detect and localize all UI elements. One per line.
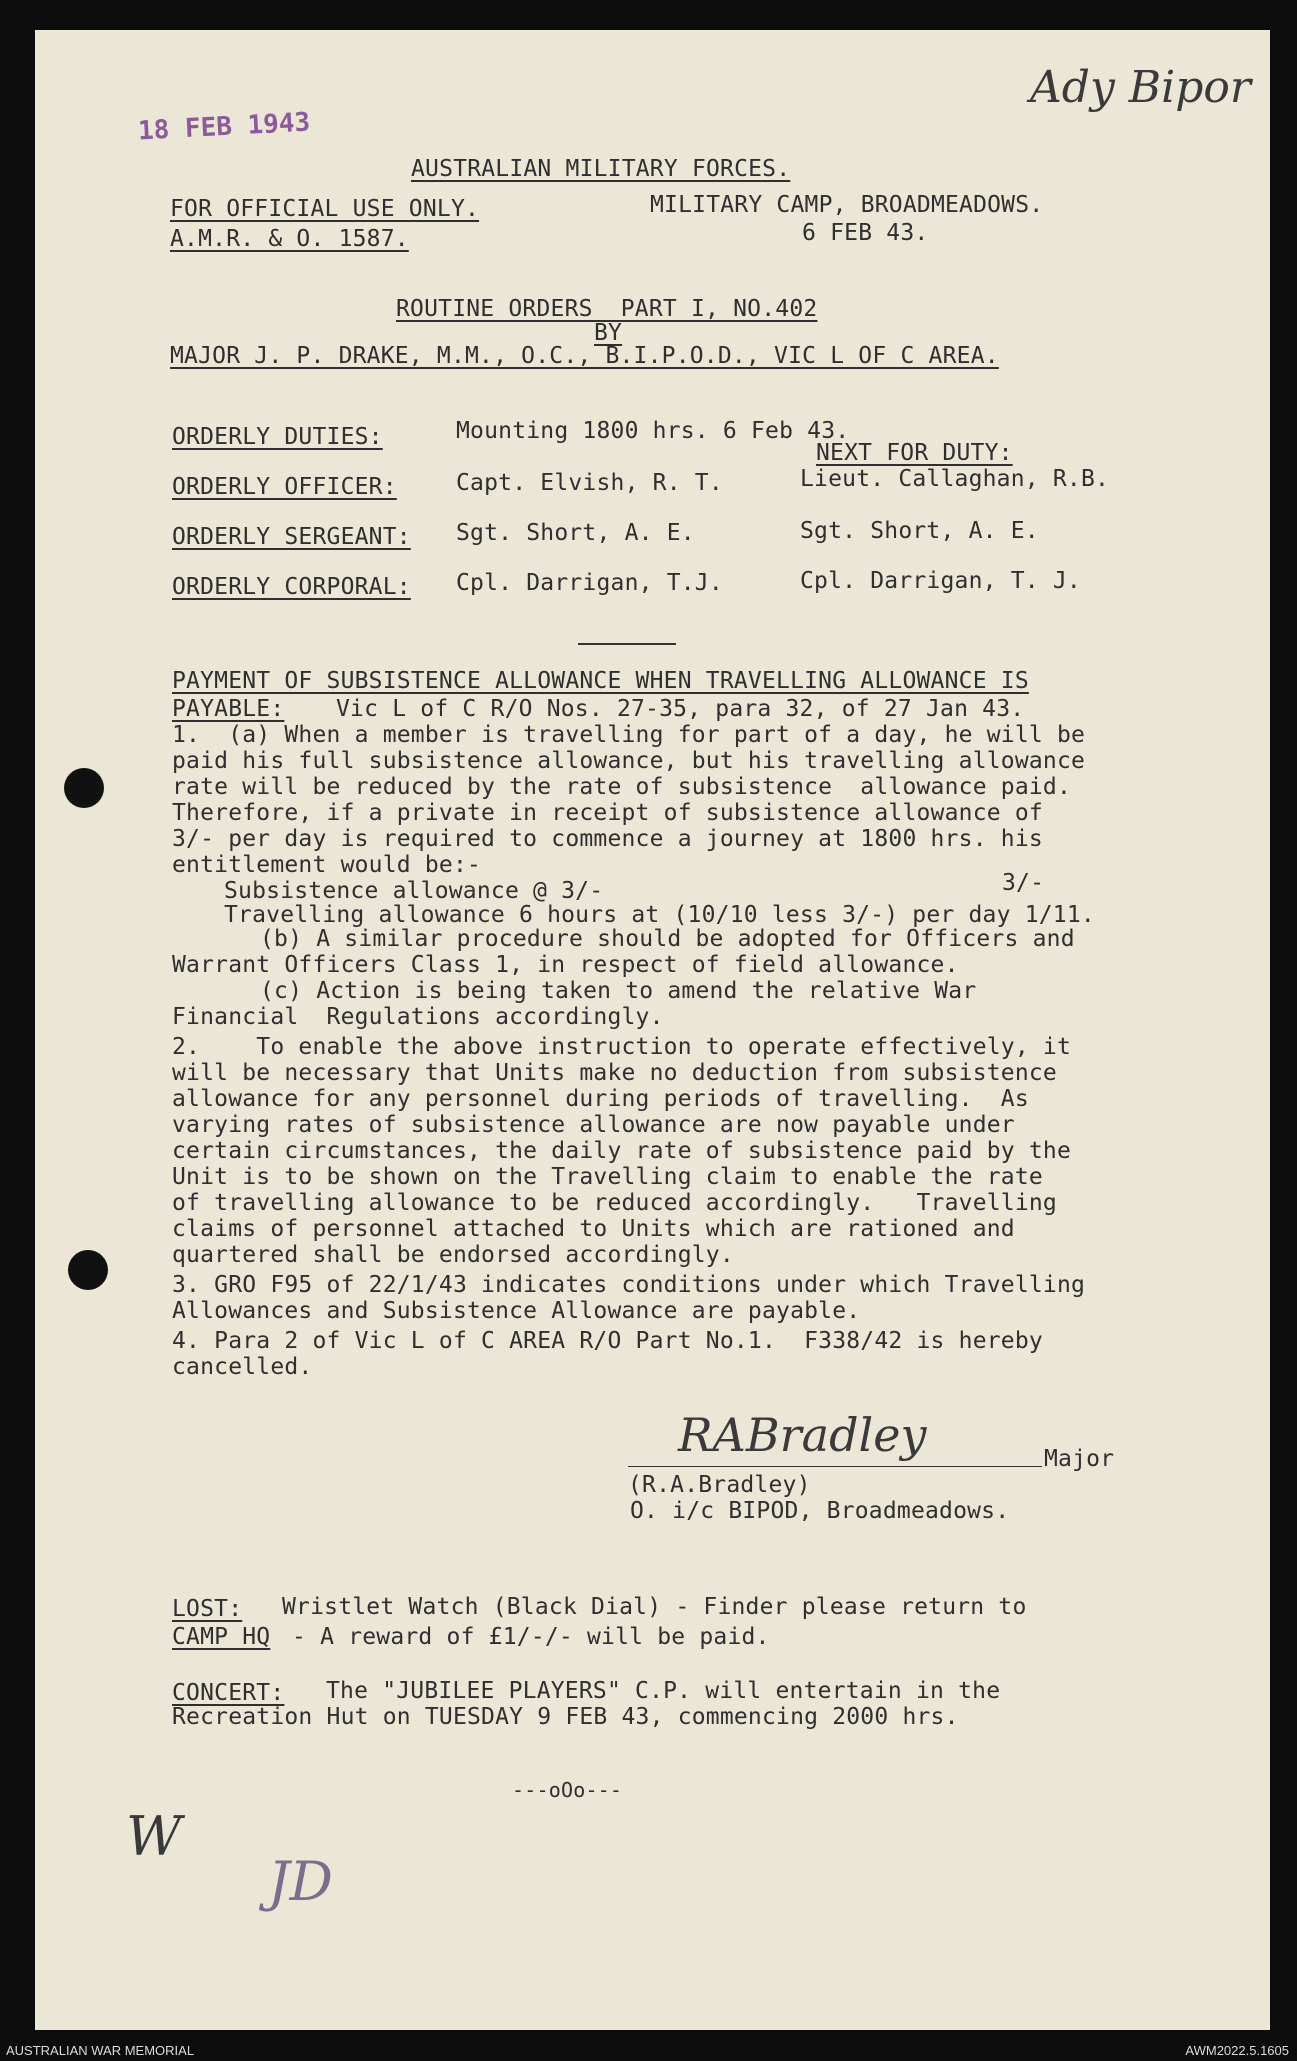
orderly-corporal-current: Cpl. Darrigan, T.J. — [456, 570, 723, 596]
orderly-corporal-next: Cpl. Darrigan, T. J. — [800, 568, 1081, 594]
body-line: 2. To enable the above instruction to operate effectively, it — [172, 1034, 1072, 1060]
camp-hq-label: CAMP HQ — [172, 1624, 271, 1650]
orderly-corporal-label: ORDERLY CORPORAL: — [172, 574, 411, 600]
body-line: 3. GRO F95 of 22/1/43 indicates conditions under which Travelling — [172, 1272, 1086, 1298]
order-date: 6 FEB 43. — [802, 220, 929, 246]
footer-accession-number: AWM2022.5.1605 — [1185, 2043, 1289, 2058]
body-line: rate will be reduced by the rate of subsistence allowance paid. — [172, 774, 1072, 800]
body-line: cancelled. — [172, 1354, 313, 1380]
routine-orders-title: ROUTINE ORDERS PART I, NO.402 — [396, 296, 818, 322]
handwritten-initials-1: W — [126, 1805, 182, 1868]
body-line: 1. (a) When a member is travelling for part of a day, he will be — [172, 722, 1086, 748]
body-line: Unit is to be shown on the Travelling claim to enable the rate — [172, 1164, 1043, 1190]
section-divider — [578, 643, 676, 645]
body-line-travelling: Travelling allowance 6 hours at (10/10 less 3/-) per day 1/11. — [224, 902, 1095, 928]
forces-heading: AUSTRALIAN MILITARY FORCES. — [411, 156, 791, 182]
body-line: claims of personnel attached to Units which are rationed and — [172, 1216, 1015, 1242]
next-for-duty-heading: NEXT FOR DUTY: — [816, 440, 1013, 466]
signature-line — [628, 1466, 1042, 1467]
concert-label: CONCERT: — [172, 1680, 285, 1706]
handwritten-annotation-top-right: Ady Bipor — [1030, 62, 1251, 113]
orderly-officer-current: Capt. Elvish, R. T. — [456, 470, 723, 496]
concert-notice: The "JUBILEE PLAYERS" C.P. will entertain in the — [326, 1678, 1001, 1704]
section-heading: PAYMENT OF SUBSISTENCE ALLOWANCE WHEN TRAVELLING ALLOWANCE IS — [172, 668, 1029, 694]
handwritten-signature: RABradley — [678, 1408, 927, 1462]
punch-hole-bottom — [68, 1250, 108, 1290]
signature-name: (R.A.Bradley) — [628, 1472, 811, 1498]
body-line: entitlement would be:- — [172, 852, 482, 878]
orderly-sergeant-label: ORDERLY SERGEANT: — [172, 524, 411, 550]
lost-label: LOST: — [172, 1596, 243, 1622]
amr-reference: A.M.R. & O. 1587. — [170, 226, 409, 252]
orderly-officer-next: Lieut. Callaghan, R.B. — [800, 466, 1110, 492]
body-line: varying rates of subsistence allowance are now payable under — [172, 1112, 1015, 1138]
punch-hole-top — [64, 768, 104, 808]
signature-rank: Major — [1044, 1446, 1115, 1472]
orderly-sergeant-next: Sgt. Short, A. E. — [800, 518, 1039, 544]
body-line-reference: Vic L of C R/O Nos. 27-35, para 32, of 27 Jan 43. — [336, 696, 1025, 722]
body-line: of travelling allowance to be reduced accordingly. Travelling — [172, 1190, 1057, 1216]
body-line: 4. Para 2 of Vic L of C AREA R/O Part No.1. F338/42 is hereby — [172, 1328, 1043, 1354]
body-line: Financial Regulations accordingly. — [172, 1004, 664, 1030]
official-use-label: FOR OFFICIAL USE ONLY. — [170, 196, 480, 222]
body-line: (b) A similar procedure should be adopted for Officers and — [260, 926, 1075, 952]
issuing-officer: MAJOR J. P. DRAKE, M.M., O.C., B.I.P.O.D., VIC L OF C AREA. — [170, 343, 999, 369]
body-line: certain circumstances, the daily rate of subsistence paid by the — [172, 1138, 1072, 1164]
body-line: quartered shall be endorsed accordingly. — [172, 1242, 734, 1268]
handwritten-initials-2: JD — [268, 1850, 333, 1913]
body-line: will be necessary that Units make no deduction from subsistence — [172, 1060, 1057, 1086]
received-date-stamp: 18 FEB 1943 — [137, 107, 311, 147]
camp-location: MILITARY CAMP, BROADMEADOWS. — [650, 192, 1044, 218]
orderly-officer-label: ORDERLY OFFICER: — [172, 474, 397, 500]
body-line: paid his full subsistence allowance, but his travelling allowance — [172, 748, 1086, 774]
concert-notice-line2: Recreation Hut on TUESDAY 9 FEB 43, commencing 2000 hrs. — [172, 1704, 959, 1730]
orderly-sergeant-current: Sgt. Short, A. E. — [456, 520, 695, 546]
body-line: allowance for any personnel during periods of travelling. As — [172, 1086, 1029, 1112]
body-line-subsistence-amount: 3/- — [1002, 870, 1045, 896]
mounting-time: Mounting 1800 hrs. 6 Feb 43. — [456, 418, 850, 444]
by-label: BY — [594, 320, 623, 346]
section-heading-payable: PAYABLE: — [172, 696, 285, 722]
signature-title: O. i/c BIPOD, Broadmeadows. — [630, 1498, 1010, 1524]
footer-institution: AUSTRALIAN WAR MEMORIAL — [6, 2043, 195, 2058]
body-line: Warrant Officers Class 1, in respect of field allowance. — [172, 952, 959, 978]
lost-notice-line2: - A reward of £1/-/- will be paid. — [292, 1624, 770, 1650]
document-page — [35, 30, 1270, 2030]
lost-notice: Wristlet Watch (Black Dial) - Finder please return to — [282, 1594, 1027, 1620]
orderly-duties-label: ORDERLY DUTIES: — [172, 424, 383, 450]
body-line: Therefore, if a private in receipt of subsistence allowance of — [172, 800, 1043, 826]
body-line-subsistence: Subsistence allowance @ 3/- — [224, 878, 604, 904]
end-mark: ---oOo--- — [512, 1778, 623, 1802]
body-line: Allowances and Subsistence Allowance are payable. — [172, 1298, 861, 1324]
body-line: 3/- per day is required to commence a journey at 1800 hrs. his — [172, 826, 1043, 852]
body-line: (c) Action is being taken to amend the relative War — [260, 978, 977, 1004]
